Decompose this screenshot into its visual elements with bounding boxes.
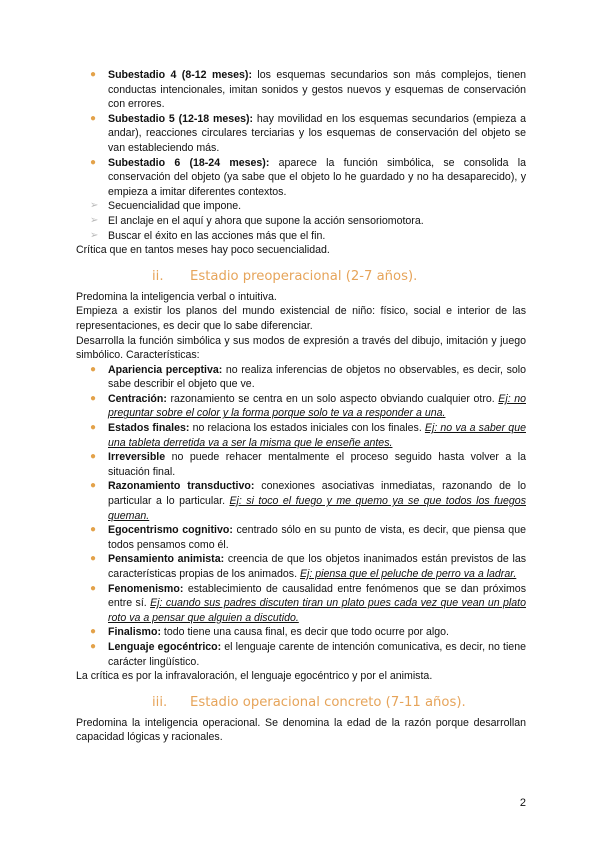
item-text: el lenguaje carente de intención comunicativa, es decir, no tiene carácter lingüístico.: [108, 640, 526, 668]
paragraph: Empieza a existir los planos del mundo existencial de niño: físico, social e interior de las representaciones, es decir que lo sabe diferenciar.: [76, 305, 526, 332]
item-text: no puede rehacer mentalmente el proceso seguido hasta volver a la situación final.: [108, 451, 526, 478]
bullet-icon: ●: [90, 363, 97, 375]
list-item: [76, 68, 526, 112]
item-term: Razonamiento transductivo:: [108, 480, 255, 493]
list-item: [76, 640, 526, 669]
list-item: [76, 523, 526, 552]
item-term: Fenomenismo:: [108, 582, 184, 595]
paragraph: Predomina la inteligencia operacional. Se denomina la edad de la razón porque desarrollan capacidad lógicas y racionales.: [76, 716, 526, 744]
item-term: Subestadio 5 (12-18 meses):: [108, 112, 254, 125]
bullet-icon: ●: [90, 582, 97, 594]
item-text: El anclaje en el aquí y ahora que supone la acción sensoriomotora.: [108, 214, 424, 227]
item-text: creencia de que los objetos inanimados están previstos de las características propias de los animados.: [108, 553, 527, 580]
item-example: Ej: si toco el fuego y me quemo ya se que todos los fuegos queman.: [108, 495, 526, 522]
item-text: todo tiene una causa final, es decir que todo ocurre por algo.: [160, 626, 449, 639]
document-page: [76, 68, 526, 745]
arrow-icon: ➢: [90, 214, 99, 226]
bullet-icon: ●: [90, 422, 97, 434]
item-text: conexiones asociativas inmediatas, razonando de lo particular a lo particular.: [108, 480, 526, 508]
item-text: no realiza inferencias de objetos no observables, es decir, solo sabe describir el objeto que ve.: [108, 363, 527, 391]
section-heading-ii: [76, 268, 526, 286]
item-term: Subestadio 4 (8-12 meses):: [108, 69, 252, 81]
item-term: Centración:: [108, 392, 167, 405]
item-text: establecimiento de causalidad entre fenómenos que se dan próximos entre sí.: [108, 582, 526, 610]
bullet-icon: ●: [90, 69, 97, 80]
list-item: [76, 450, 526, 479]
item-text: no relaciona los estados iniciales con los finales.: [189, 422, 425, 435]
list-item: [76, 363, 526, 392]
arrow-icon: ➢: [90, 200, 99, 212]
list-item: [76, 229, 526, 244]
item-text: Secuencialidad que impone.: [108, 200, 242, 213]
list-item: [76, 392, 526, 421]
item-text: centrado sólo en su punto de vista, es decir, que piensa que todos pensamos como él.: [108, 524, 526, 551]
bullet-icon: ●: [90, 640, 97, 652]
item-term: Estados finales:: [108, 422, 190, 435]
bullet-icon: ●: [90, 112, 97, 124]
critique-paragraph: Crítica que en tantos meses hay poco secuencialidad.: [76, 244, 330, 257]
list-item: [76, 582, 526, 626]
list-item: [76, 214, 526, 229]
section-title: Estadio operacional concreto (7-11 años).: [190, 694, 466, 710]
arrow-icon: ➢: [90, 229, 99, 241]
section-number: ii.: [152, 268, 164, 284]
item-example: Ej: no preguntar sobre el color y la forma porque solo te va a responder a una.: [108, 392, 526, 420]
list-item: [76, 421, 526, 450]
item-text: aparece la función simbólica, se consolida la conservación del objeto (ya sabe que el objeto lo he guardado y no ha desaparecido), y empieza a imitar diferentes contextos.: [108, 156, 526, 198]
critique-paragraph: La crítica es por la infravaloración, el lenguaje egocéntrico y por el animista.: [76, 670, 433, 683]
item-term: Finalismo:: [108, 626, 161, 639]
section-title: Estadio preoperacional (2-7 años).: [190, 268, 418, 284]
section-number: iii.: [152, 694, 168, 710]
bullet-icon: ●: [90, 392, 97, 404]
item-text: Buscar el éxito en las acciones más que el fin.: [108, 229, 326, 242]
list-item: [76, 479, 526, 523]
list-item: [76, 552, 526, 581]
list-item: [76, 625, 526, 640]
page-number: 2: [519, 797, 526, 809]
bullet-icon: ●: [90, 451, 97, 463]
item-term: Egocentrismo cognitivo:: [108, 524, 233, 537]
item-text: hay movilidad en los esquemas secundarios (empieza a andar), reacciones circulares terciarias y los esquemas de conservación del objeto se van estableciendo más.: [108, 112, 526, 154]
item-example: Ej: piensa que el peluche de perro va a ladrar.: [299, 568, 517, 580]
item-text: razonamiento se centra en un solo aspecto obviando cualquier otro.: [166, 392, 499, 405]
bullet-icon: ●: [90, 626, 97, 638]
paragraph: Predomina la inteligencia verbal o intuitiva.: [76, 290, 277, 303]
bullet-icon: ●: [90, 524, 97, 536]
list-item: [76, 112, 526, 156]
item-text: los esquemas secundarios son más complejos, tienen conductas intencionales, imitan sonidos y gestos nuevos y esquemas de conservación con errores.: [108, 69, 526, 111]
section-heading-iii: [76, 694, 526, 712]
bullet-icon: ●: [90, 553, 97, 565]
list-item: [76, 156, 526, 200]
bullet-icon: ●: [90, 480, 97, 492]
item-term: Apariencia perceptiva:: [108, 363, 223, 376]
list-item: [76, 199, 526, 214]
item-term: Subestadio 6 (18-24 meses):: [108, 156, 270, 169]
item-term: Pensamiento animista:: [108, 553, 225, 566]
paragraph: Desarrolla la función simbólica y sus modos de expresión a través del dibujo, imitación y juego simbólico. Características:: [76, 334, 526, 362]
item-example: Ej: cuando sus padres discuten tiran un plato pues cada vez que vean un plato roto va a pensar que alguien a discutido.: [108, 597, 527, 624]
characteristics-list: [76, 363, 526, 669]
bullet-icon: ●: [90, 156, 97, 168]
item-term: Lenguaje egocéntrico:: [108, 640, 222, 653]
substage-list: [76, 68, 526, 243]
item-term: Irreversible: [108, 451, 166, 464]
item-example: Ej: no va a saber que una tableta derretida va a ser la misma que le enseñe antes.: [108, 422, 526, 449]
